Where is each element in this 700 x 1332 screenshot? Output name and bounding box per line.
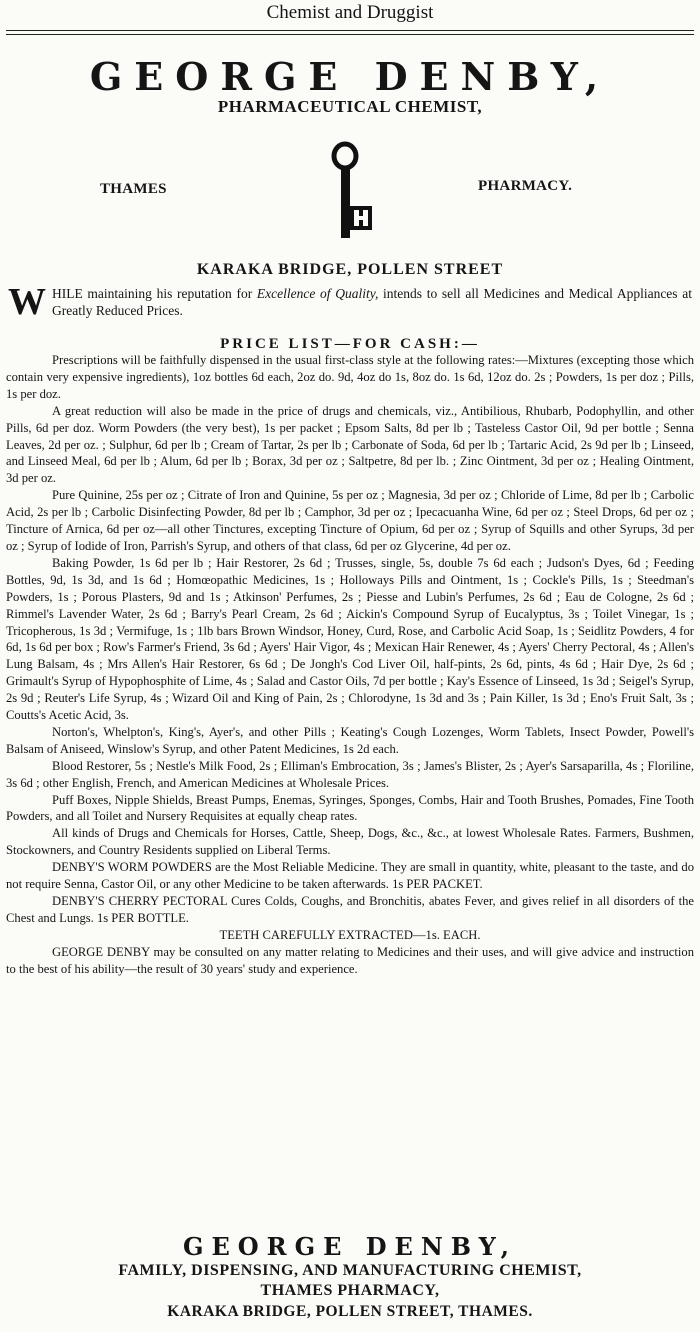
- footer-line-1: FAMILY, DISPENSING, AND MANUFACTURING CHEMIST,: [118, 1262, 582, 1279]
- key-icon: [328, 140, 378, 240]
- sundries-paragraph: Baking Powder, 1s 6d per lb ; Hair Restorer, 2s 6d ; Trusses, single, 5s, double 7s 6d each ; Judson's Dyes, 6d ; Feeding Bottles, 9d, 1s 3d, and 1s 6d ; Homœopathic Medicines, 1s ; Holloways Pills and Ointment, 1s ; Cockle's Pills, 1s ; Steedman's Powders, 1s ; Porous Plasters, 9d and 1s ; Atkinson' Perfumes, 2s ; Piesse and Lubin's Perfumes, 2s 6d ; Eau de Cologne, 2s 6d ; Rimmel's Lavender Water, 2s 6d ; Barry's Pearl Cream, 2s 6d ; Aickin's Compound Syrup of Eucalyptus, 3s ; Toilet Vinegar, 1s ; Tricopherous, 1s 3d ; Vermifuge, 1s ; 1lb bars Brown Windsor, Honey, Curd, Rose, and Carbolic Acid Soap, 1s ; Seidlitz Powders, 4 for 6d, 1s 6d per box ; Row's Farmer's Friend, 3s 6d ; Ayers' Hair Vigor, 4s ; Mexican Hair Renewer, 4s ; Ayers' Cherry Pectoral, 4s ; Allen's Lung Balsam, 4s ; Mrs Allen's Hair Restorer, 6s 6d ; De Jongh's Cod Liver Oil, half-pints, 2s 6d, pints, 4s 6d ; Hair Dye, 2s 6d ; Grimault's Syrup of Hypophosphite of Lime, 4s ; Salad and Castor Oils, 7d per bottle ; Kay's Essence of Linseed, 1s 3d ; Seigel's Syrup, 2s 9d ; Reuter's Life Syrup, 4s ; Wizard Oil and King of Pain, 2s ; Chlorodyne, 1s 3d and 3s ; Pain Killer, 1s 3d ; Eno's Fruit Salt, 3s ; Coutts's Acetic Acid, 3s.: [6, 555, 694, 723]
- header-rule: [6, 30, 694, 31]
- drugs-paragraph: A great reduction will also be made in the price of drugs and chemicals, viz., Antibilious, Rhubarb, Podophyllin, and other Pills, 6d per doz. Worm Powders (the very best), 1s per packet ; Epsom Salts, 8d per lb ; Tasteless Castor Oil, 9d per bottle ; Senna Leaves, 2d per oz. ; Sulphur, 6d per lb ; Cream of Tartar, 2s per lb ; Carbonate of Soda, 6d per lb ; Tartaric Acid, 2s 9d per lb ; Linseed, and Linseed Meal, 6d per lb ; Alum, 6d per lb ; Borax, 3d per oz ; Saltpetre, 8d per lb. ; Zinc Ointment, 3d per oz ; Healing Ointment, 3d per oz.: [6, 403, 694, 486]
- closing-paragraph: GEORGE DENBY may be consulted on any matter relating to Medicines and their uses, and will give advice and instruction to the best of his ability—the result of 30 years' study and experience.: [6, 944, 694, 976]
- thames-label: THAMES: [100, 181, 167, 197]
- teeth-notice: TEETH CAREFULLY EXTRACTED—1s. EACH.: [219, 927, 481, 942]
- signature-name: GEORGE DENBY,: [182, 1232, 518, 1261]
- price-list-body: [6, 352, 694, 978]
- header-rule-thin: [6, 34, 694, 35]
- prescriptions-paragraph: Prescriptions will be faithfully dispensed in the usual first-class style at the following rates:—Mixtures (excepting those which contain very expensive ingredients), 1oz bottles 6d each, 2oz do. 9d, 4oz do 1s, 8oz do. 1s 6d, 12oz do. 2s ; Powders, 1s per doz ; Pills, 1s per doz.: [6, 353, 694, 401]
- intro-paragraph: HILE maintaining his reputation for Excellence of Quality, intends to sell all Medicines and Medical Appliances at Greatly Reduced Prices.: [52, 286, 692, 318]
- footer-line-3: KARAKA BRIDGE, POLLEN STREET, THAMES.: [167, 1303, 533, 1320]
- publication-header: Chemist and Druggist: [266, 2, 434, 23]
- advertiser-name: GEORGE DENBY,: [89, 54, 611, 99]
- worm-powders-paragraph: DENBY'S WORM POWDERS are the Most Reliable Medicine. They are small in quantity, white, pleasant to the taste, and do not require Senna, Castor Oil, or any other Medicine to be taken afterwards. 1s PER PACKET.: [6, 860, 694, 892]
- quinine-paragraph: Pure Quinine, 25s per oz ; Citrate of Iron and Quinine, 5s per oz ; Magnesia, 3d per oz ; Chloride of Lime, 8d per lb ; Carbolic Acid, 2s per lb ; Carbolic Disinfecting Powder, 8d per lb ; Camphor, 3d per oz ; Ipecacuanha Wine, 6d per oz ; Steel Drops, 6d per oz ; Tincture of Arnica, 6d per oz—all other Tinctures, excepting Tincture of Opium, 6d per oz ; Syrup of Squills and other Syrups, 3d per oz ; Syrup of Iodide of Iron, Parrish's Syrup, and others of that class, 6d per oz Glycerine, 4d per oz.: [6, 488, 694, 553]
- footer-line-2: THAMES PHARMACY,: [260, 1282, 440, 1299]
- veterinary-paragraph: All kinds of Drugs and Chemicals for Horses, Cattle, Sheep, Dogs, &c., &c., at lowest Wholesale Rates. Farmers, Bushmen, Stockowners, and Country Residents supplied on Liberal Terms.: [6, 826, 694, 858]
- address-line: KARAKA BRIDGE, POLLEN STREET: [196, 261, 504, 278]
- restorer-paragraph: Blood Restorer, 5s ; Nestle's Milk Food, 2s ; Elliman's Embrocation, 3s ; James's Blister, 2s ; Ayer's Sarsaparilla, 4s ; Floriline, 3s 6d ; other English, French, and American Medicines at Wholesale Prices.: [6, 758, 694, 790]
- pills-paragraph: Norton's, Whelpton's, King's, Ayer's, and other Pills ; Keating's Cough Lozenges, Worm Tablets, Insect Powder, Powell's Balsam of Aniseed, Winslow's Syrup, and other Patent Medicines, 1s 2d each.: [6, 724, 694, 756]
- advertiser-title: PHARMACEUTICAL CHEMIST,: [217, 97, 483, 116]
- toilet-paragraph: Puff Boxes, Nipple Shields, Breast Pumps, Enemas, Syringes, Sponges, Combs, Hair and Tooth Brushes, Pomades, Fine Tooth Powders, and all Toilet and Nursery Requisites at equally cheap rates.: [6, 792, 694, 824]
- drop-cap: W: [8, 281, 46, 323]
- cherry-pectoral-paragraph: DENBY'S CHERRY PECTORAL Cures Colds, Coughs, and Bronchitis, abates Fever, and gives relief in all disorders of the Chest and Lungs. 1s PER BOTTLE.: [6, 894, 694, 925]
- pharmacy-label: PHARMACY.: [478, 178, 573, 194]
- price-list-heading: PRICE LIST—FOR CASH:—: [220, 336, 480, 352]
